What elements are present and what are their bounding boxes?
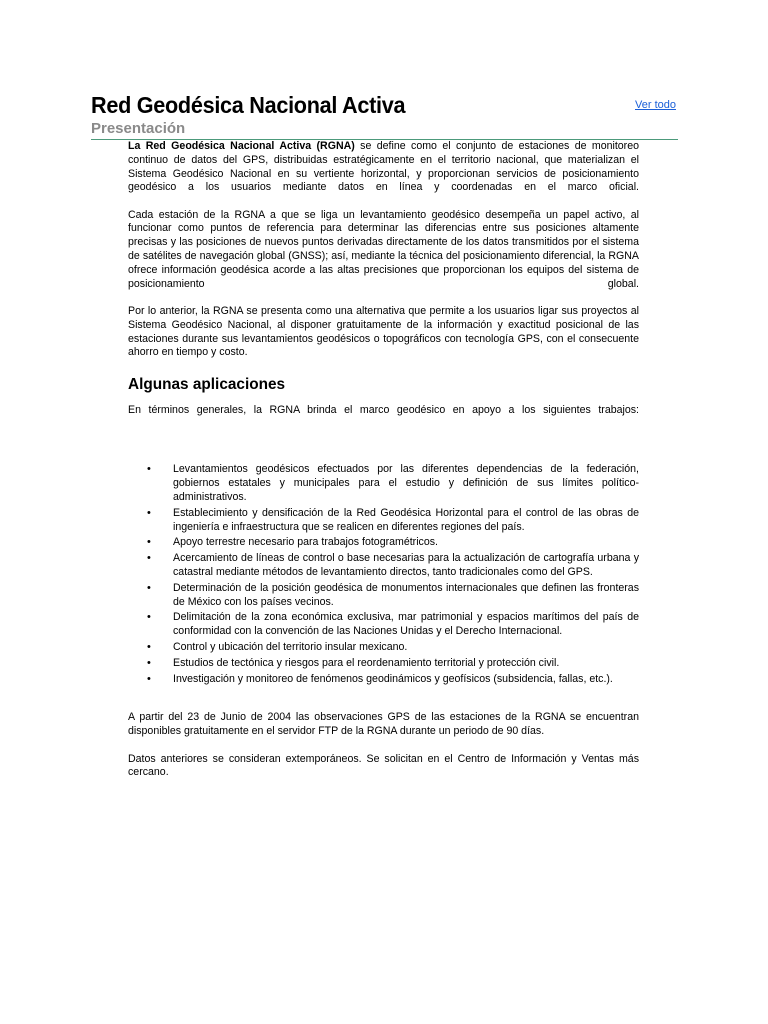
- bullet-icon: •: [147, 581, 151, 594]
- list-item: [128, 611, 639, 639]
- list-item-text: Apoyo terrestre necesario para trabajos fotogramétricos.: [173, 536, 438, 549]
- bullet-icon: •: [147, 463, 151, 476]
- applications-list: [128, 463, 639, 686]
- section-subtitle: Presentación: [91, 120, 186, 137]
- list-item: [128, 641, 639, 655]
- paragraph-old-data: Datos anteriores se consideran extemporáneos. Se solicitan en el Centro de Información y Ventas más cercano.: [128, 752, 639, 779]
- list-item-text: Estudios de tectónica y riesgos para el reordenamiento territorial y protección civil.: [173, 656, 560, 669]
- list-item: [128, 463, 639, 504]
- list-item-text: Determinación de la posición geodésica de monumentos internacionales que definen las fronteras de México con los países vecinos.: [173, 581, 639, 608]
- list-item-text: Levantamientos geodésicos efectuados por las diferentes dependencias de la federación, gobiernos estatales y municipales para el estudio y definición de sus límites político-administrativos.: [173, 463, 639, 504]
- list-item: [128, 582, 639, 610]
- paragraph-ftp: A partir del 23 de Junio de 2004 las observaciones GPS de las estaciones de la RGNA se encuentran disponibles gratuitamente en el servidor FTP de la RGNA durante un periodo de 90 días.: [128, 711, 639, 738]
- list-item: [128, 657, 639, 671]
- list-item: [128, 673, 639, 687]
- list-item: [128, 536, 639, 550]
- list-item-text: Investigación y monitoreo de fenómenos geodinámicos y geofísicos (subsidencia, fallas, etc.).: [173, 672, 613, 685]
- list-item-text: Establecimiento y densificación de la Red Geodésica Horizontal para el control de las obras de ingeniería e infraestructura que se realicen en diferentes regiones del país.: [173, 506, 639, 533]
- applications-intro: En términos generales, la RGNA brinda el marco geodésico en apoyo a los siguientes trabajos:: [128, 403, 639, 416]
- bullet-icon: •: [147, 506, 151, 519]
- bullet-icon: •: [147, 536, 151, 549]
- see-all-link[interactable]: Ver todo: [635, 99, 676, 111]
- paragraph-role: Cada estación de la RGNA a que se liga un levantamiento geodésico desempeña un papel activo, al funcionar como puntos de referencia para determinar las diferencias entre sus posiciones altamente precisas y las posiciones de nuevos puntos derivadas directamente de los datos transmitidos por el sistema de satélites de navegación global (GNSS); así, mediante la técnica del posicionamiento diferencial, la RGNA ofrece información geodésica acorde a las altas precisiones que proporcionan los equipos del sistema de posicionamiento global.: [128, 208, 639, 290]
- bullet-icon: •: [147, 672, 151, 685]
- list-item: [128, 507, 639, 535]
- main-content: [128, 140, 639, 794]
- paragraph-alternative: Por lo anterior, la RGNA se presenta como una alternativa que permite a los usuarios ligar sus proyectos al Sistema Geodésico Nacional, al disponer gratuitamente de la información y exactitud posicional de las estaciones durante sus levantamientos geodésicos o topográficos con tecnología GPS, con el consecuente ahorro en tiempo y costo.: [128, 304, 639, 359]
- list-item-text: Acercamiento de líneas de control o base necesarias para la actualización de cartografía urbana y catastral mediante métodos de levantamiento directos, tanto tradicionales como del GPS.: [173, 552, 639, 579]
- intro-lead-rest: se define como el conjunto de estaciones de monitoreo continuo de datos del GPS, distribuidas estratégicamente en el territorio nacional, que materializan el Sistema Geodésico Nacional en su vertiente horizontal, y proporcionan servicios de posicionamiento geodésico a los usuarios mediante datos en línea y coordenadas en el marco oficial.: [128, 140, 639, 194]
- list-item-text: Delimitación de la zona económica exclusiva, mar patrimonial y espacios marítimos del país de conformidad con la convención de las Naciones Unidas y el Derecho Internacional.: [173, 611, 639, 638]
- intro-lead-bold: La Red Geodésica Nacional Activa (RGNA): [128, 140, 355, 152]
- list-item-text: Control y ubicación del territorio insular mexicano.: [173, 641, 408, 654]
- bullet-icon: •: [147, 611, 151, 624]
- list-item: [128, 552, 639, 580]
- page-title: Red Geodésica Nacional Activa: [91, 92, 406, 118]
- intro-paragraph: [128, 140, 639, 195]
- bullet-icon: •: [147, 641, 151, 654]
- bullet-icon: •: [147, 552, 151, 565]
- bullet-icon: •: [147, 656, 151, 669]
- applications-heading: Algunas aplicaciones: [128, 375, 286, 393]
